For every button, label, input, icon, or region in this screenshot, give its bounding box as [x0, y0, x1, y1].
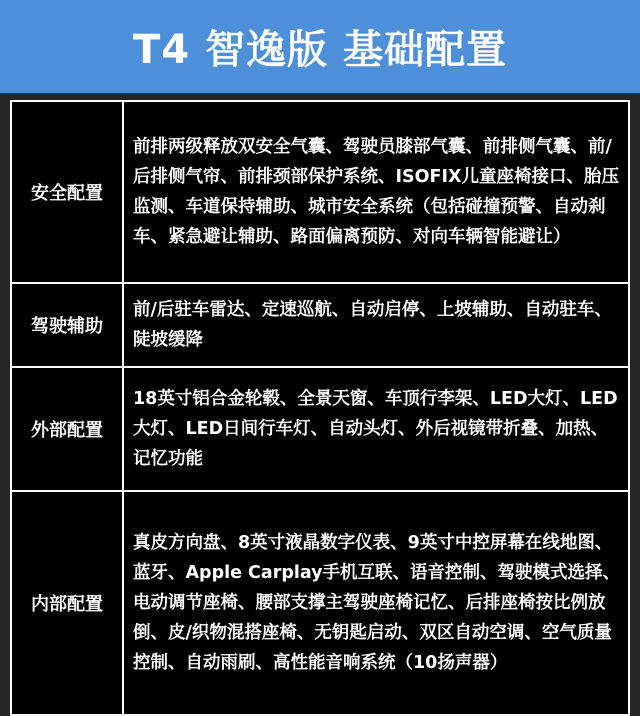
table-row-exterior — [11, 367, 629, 491]
title-banner — [0, 0, 640, 93]
row-content: 真皮方向盘、8英寸液晶数字仪表、9英寸中控屏幕在线地图、蓝牙、Apple Carplay手机互联、语音控制、驾驶模式选择、电动调节座椅、腰部支撑主驾驶座椅记忆、后排座椅按比例放倒、皮/织物混搭座椅、无钥匙启动、双区自动空调、空气质量控制、自动雨刷、高性能音响系统（10扬声器） — [123, 491, 629, 715]
table-row-interior — [11, 491, 629, 715]
row-label: 驾驶辅助 — [11, 283, 123, 367]
page-title: T4 智逸版 基础配置 — [133, 27, 507, 73]
row-content: 前/后驻车雷达、定速巡航、自动启停、上坡辅助、自动驻车、陡坡缓降 — [123, 283, 629, 367]
row-label: 安全配置 — [11, 101, 123, 283]
config-table-wrapper — [10, 100, 630, 716]
table-row-safety — [11, 101, 629, 283]
table-row-driving-assist — [11, 283, 629, 367]
row-label: 内部配置 — [11, 491, 123, 715]
row-content: 前排两级释放双安全气囊、驾驶员膝部气囊、前排侧气囊、前/后排侧气帘、前排颈部保护系统、ISOFIX儿童座椅接口、胎压监测、车道保持辅助、城市安全系统（包括碰撞预警、自动刹车、紧急避让辅助、路面偏离预防、对向车辆智能避让） — [123, 101, 629, 283]
row-label: 外部配置 — [11, 367, 123, 491]
row-content: 18英寸铝合金轮毂、全景天窗、车顶行李架、LED大灯、LED大灯、LED日间行车灯、自动头灯、外后视镜带折叠、加热、记忆功能 — [123, 367, 629, 491]
config-table — [10, 100, 630, 716]
